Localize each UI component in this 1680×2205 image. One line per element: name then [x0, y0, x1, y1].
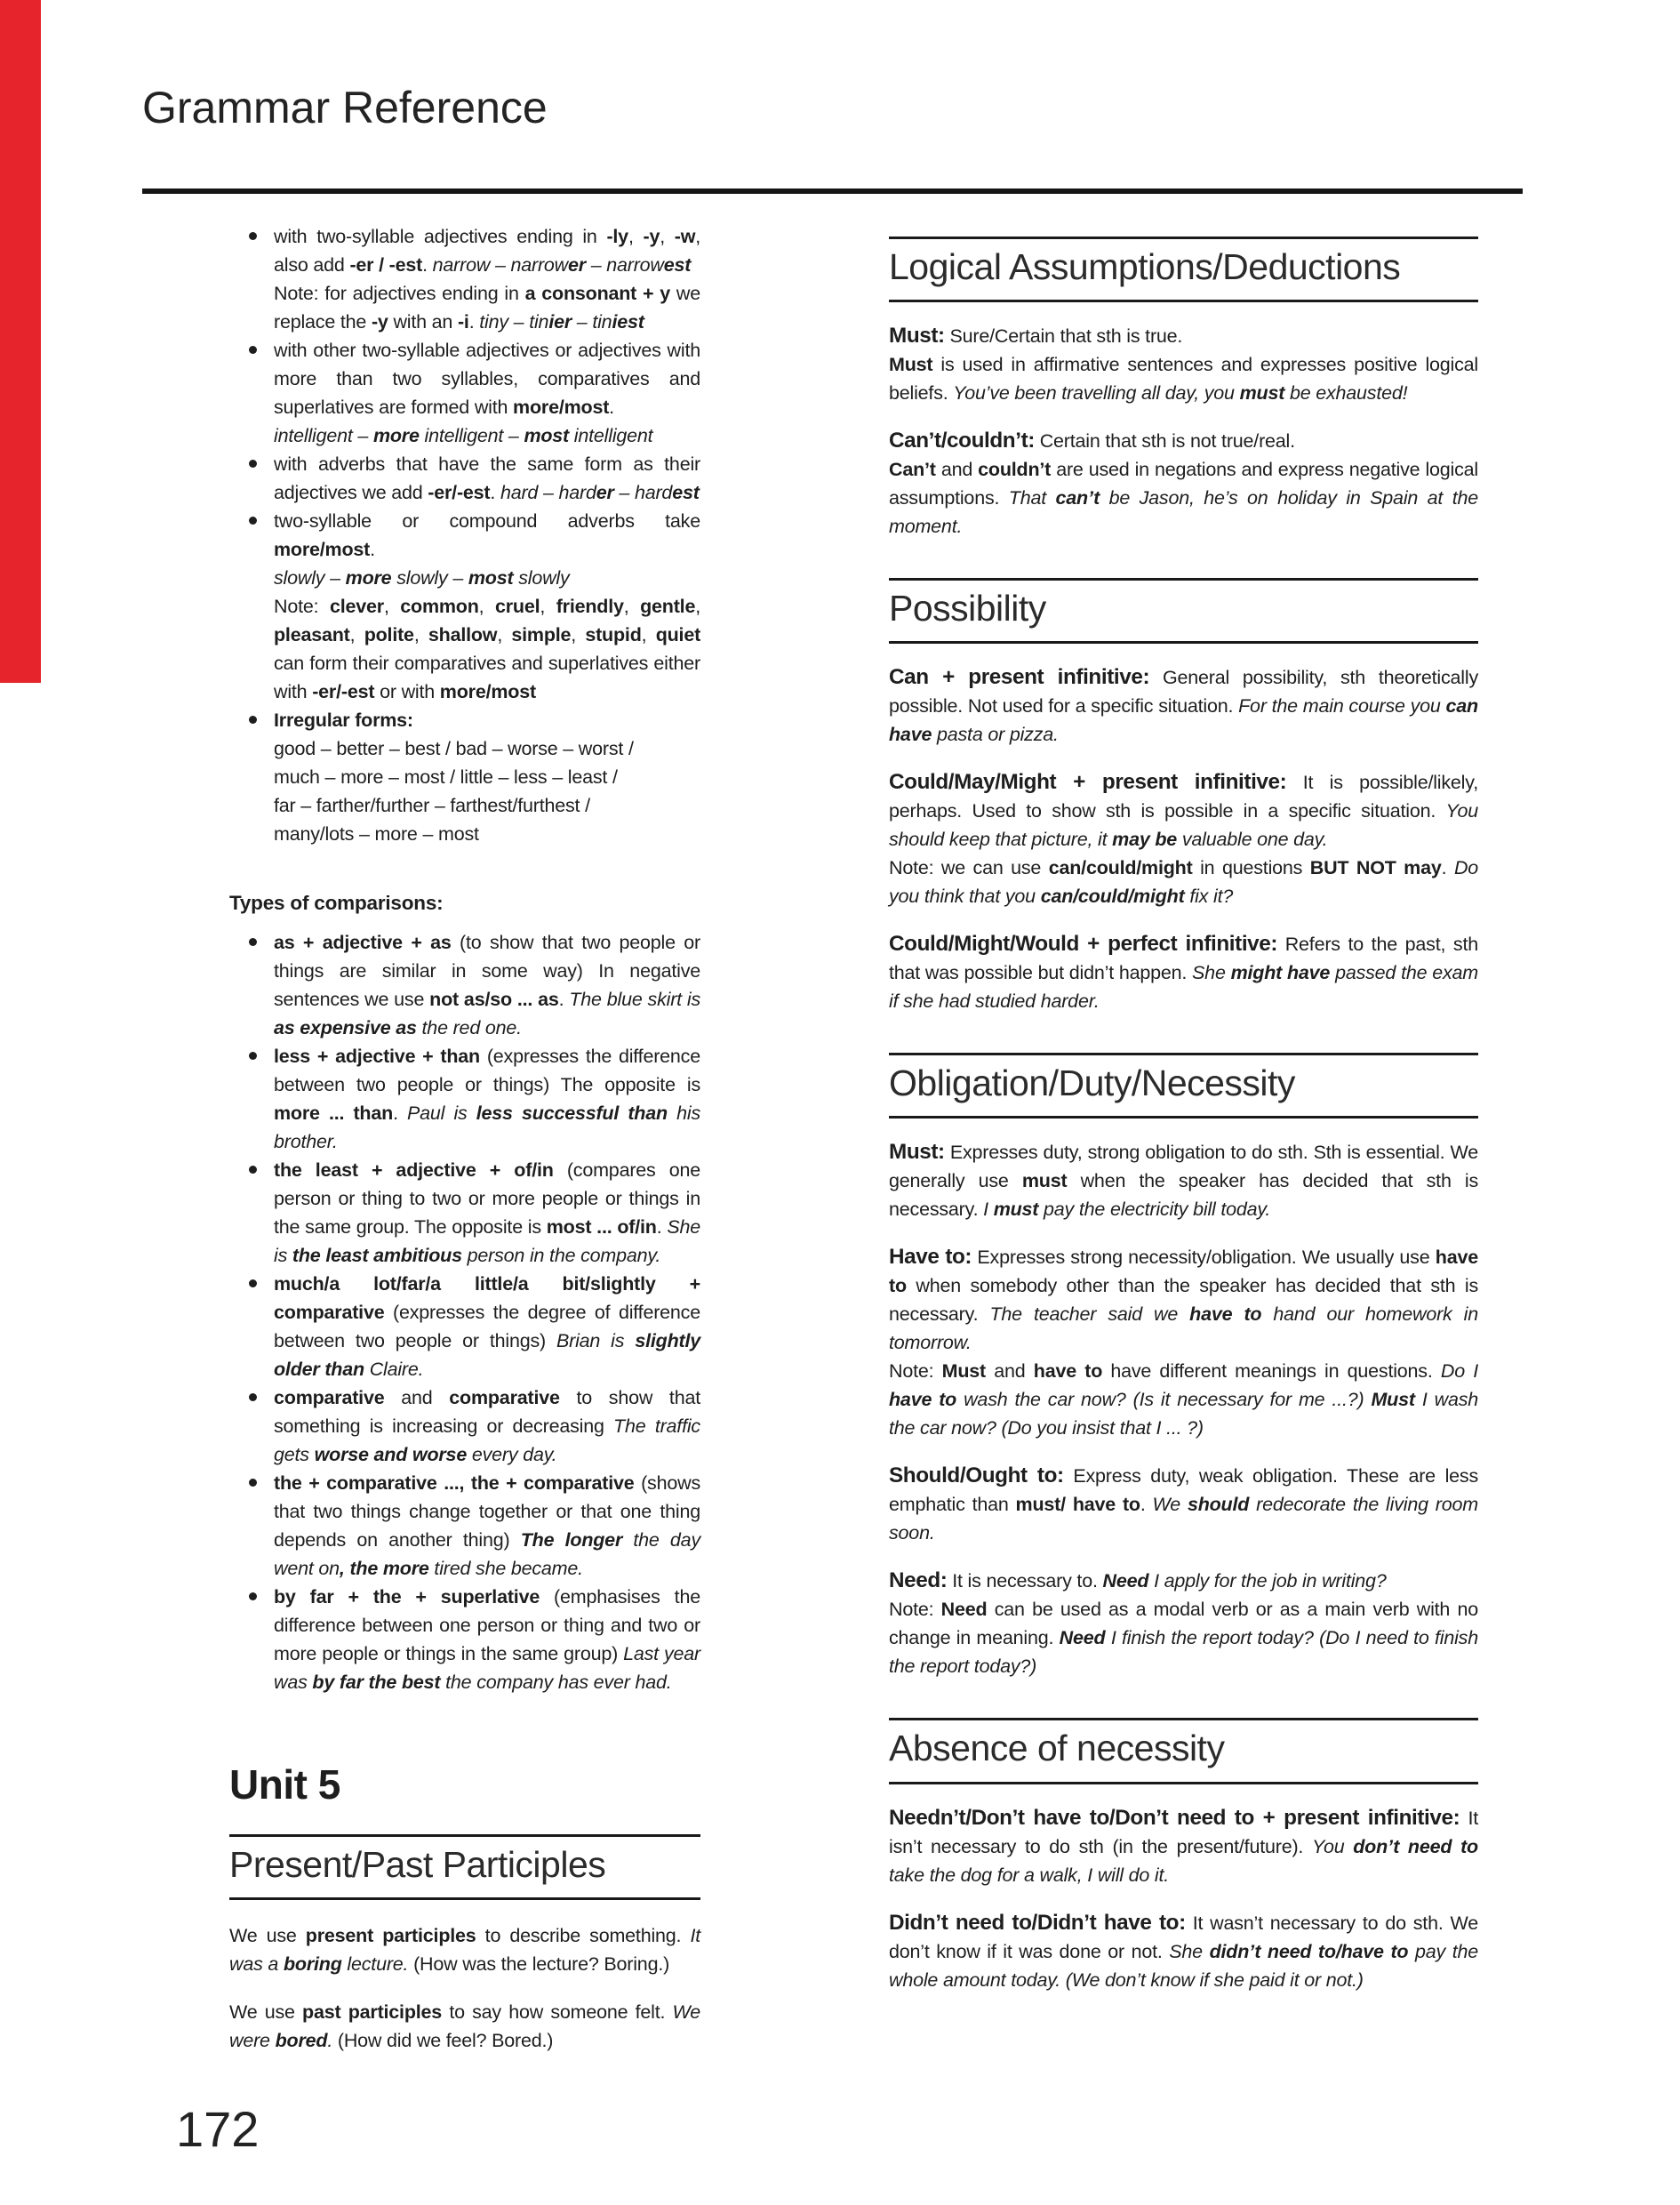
- paragraph: We use past participles to say how someone felt. We were bored. (How did we feel? Bored.): [229, 2001, 700, 2051]
- paragraph: Can’t/couldn’t: Certain that sth is not true/real.: [889, 429, 1295, 453]
- right-column: [889, 237, 1478, 1994]
- list-item: two-syllable or compound adverbs take more/most. slowly – more slowly – most slowly Note: clever, common, cruel, friendly, gentle, pleasant, polite, shallow, simple, stupid, quiet can form their comparatives and superlatives either with -er/-est or with more/most: [229, 507, 700, 706]
- paragraph: Should/Ought to: Express duty, weak obligation. These are less emphatic than must/ have to. We should redecorate the living room soon.: [889, 1463, 1478, 1544]
- list-item: with other two-syllable adjectives or adjectives with more than two syllables, comparatives and superlatives are formed with more/most. intelligent – more intelligent – most intelligent: [229, 336, 700, 450]
- participles-paragraphs: [229, 1921, 700, 2055]
- list-item: the + comparative ..., the + comparative (shows that two things change together or that one thing depends on another thing) The longer the day went on, the more tired she became.: [229, 1469, 700, 1583]
- list-item: comparative and comparative to show that something is increasing or decreasing The traffic gets worse and worse every day.: [229, 1383, 700, 1469]
- paragraph: Have to: Expresses strong necessity/obligation. We usually use have to when somebody other than the speaker has decided that sth is necessary. The teacher said we have to hand our homework in tomorrow.: [889, 1245, 1478, 1354]
- list-item: with two-syllable adjectives ending in -ly, -y, -w, also add -er / -est. narrow – narrower – narrowest Note: for adjectives ending in a consonant + y we replace the -y with an -i. tiny – tinier – tiniest: [229, 222, 700, 336]
- left-column: [229, 222, 700, 2055]
- paragraph: Needn’t/Don’t have to/Don’t need to + present infinitive: It isn’t necessary to do sth (in the present/future). You don’t need to take the dog for a walk, I will do it.: [889, 1805, 1478, 1886]
- unit-heading: Unit 5: [229, 1761, 340, 1808]
- paragraph: Can + present infinitive: General possibility, sth theoretically possible. Not used for a specific situation. For the main course you can have pasta or pizza.: [889, 665, 1478, 746]
- list-item: with adverbs that have the same form as their adjectives we add -er/-est. hard – harder – hardest: [229, 450, 700, 507]
- list-item: Irregular forms: good – better – best / bad – worse – worst / much – more – most / little – less – least / far – farther/further – farthest/furthest / many/lots – more – most: [229, 706, 700, 848]
- participles-heading: Present/Past Participles: [229, 1834, 700, 1900]
- paragraph: Must is used in affirmative sentences and expresses positive logical beliefs. You’ve been travelling all day, you must be exhausted!: [889, 354, 1478, 405]
- comparative-rules-list: [229, 222, 700, 848]
- section-heading: Obligation/Duty/Necessity: [889, 1053, 1478, 1119]
- list-item: as + adjective + as (to show that two people or things are similar in some way) In negative sentences we use not as/so ... as. The blue skirt is as expensive as the red one.: [229, 928, 700, 1042]
- paragraph: Note: we can use can/could/might in questions BUT NOT may. Do you think that you can/could/might fix it?: [889, 857, 1479, 908]
- list-item: the least + adjective + of/in (compares one person or thing to two or more people or things in the same group. The opposite is most ... of/in. She is the least ambitious person in the company.: [229, 1156, 700, 1270]
- title-rule: [142, 188, 1523, 194]
- list-item: less + adjective + than (expresses the difference between two people or things) The opposite is more ... than. Paul is less successful than his brother.: [229, 1042, 700, 1156]
- page-number: 172: [176, 2101, 260, 2157]
- comparison-types-list: [229, 928, 700, 1696]
- section-heading: Absence of necessity: [889, 1718, 1478, 1784]
- paragraph: Could/Might/Would + perfect infinitive: Refers to the past, sth that was possible but didn’t happen. She might have passed the exam if she had studied harder.: [889, 932, 1479, 1013]
- list-item: much/a lot/far/a little/a bit/slightly + comparative (expresses the degree of difference between two people or things) Brian is slightly older than Claire.: [229, 1270, 700, 1383]
- page-edge-tab: [0, 0, 41, 683]
- paragraph: Note: Must and have to have different meanings in questions. Do I have to wash the car now? (Is it necessary for me ...?) Must I wash the car now? (Do you insist that I ... ?): [889, 1360, 1479, 1439]
- section-heading: Logical Assumptions/Deductions: [889, 237, 1478, 302]
- paragraph: Can’t and couldn’t are used in negations and express negative logical assumptions. That can’t be Jason, he’s on holiday in Spain at the moment.: [889, 459, 1478, 538]
- types-heading: Types of comparisons:: [229, 892, 444, 914]
- section-heading: Possibility: [889, 578, 1478, 644]
- paragraph: Note: Need can be used as a modal verb or as a main verb with no change in meaning. Need I finish the report today? (Do I need to finish the report today?): [889, 1599, 1478, 1678]
- paragraph: Must: Sure/Certain that sth is true.: [889, 324, 1183, 349]
- page-title: Grammar Reference: [142, 83, 548, 132]
- paragraph: We use present participles to describe something. It was a boring lecture. (How was the lecture? Boring.): [229, 1924, 700, 1975]
- paragraph: Could/May/Might + present infinitive: It is possible/likely, perhaps. Used to show sth is possible in a specific situation. You should keep that picture, it may be valuable one day.: [889, 770, 1478, 851]
- paragraph: Must: Expresses duty, strong obligation to do sth. Sth is essential. We generally use must when the speaker has decided that sth is necessary. I must pay the electricity bill today.: [889, 1140, 1478, 1221]
- list-item: by far + the + superlative (emphasises the difference between one person or thing and two or more people or things in the same group) Last year was by far the best the company has ever had.: [229, 1583, 700, 1696]
- paragraph: Need: It is necessary to. Need I apply for the job in writing?: [889, 1568, 1387, 1593]
- paragraph: Didn’t need to/Didn’t have to: It wasn’t necessary to do sth. We don’t know if it was done or not. She didn’t need to/have to pay the whole amount today. (We don’t know if she paid it or not.): [889, 1910, 1478, 1991]
